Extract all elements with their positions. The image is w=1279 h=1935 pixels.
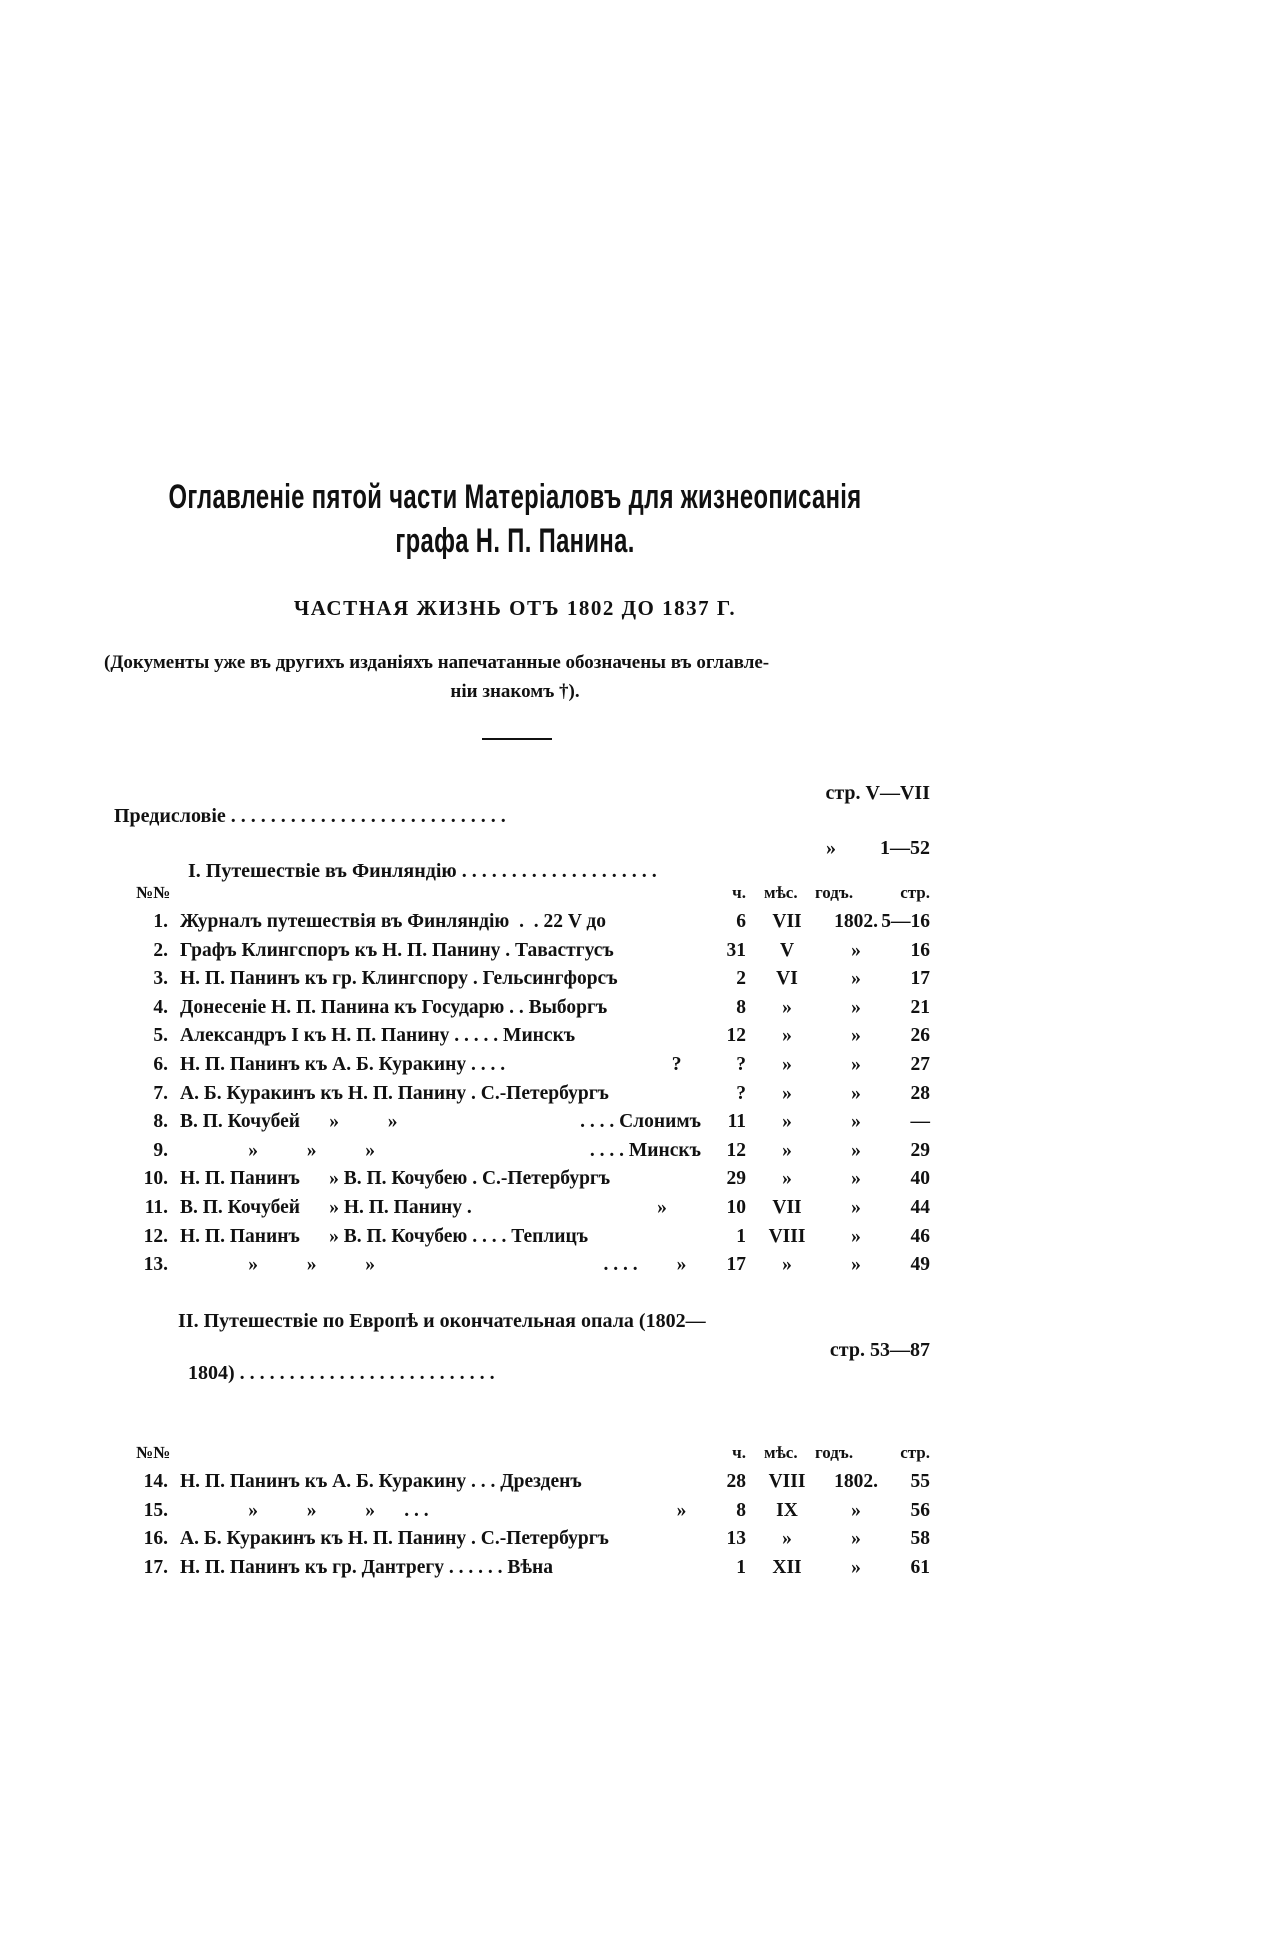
toc-row[interactable]: [0, 940, 1279, 968]
row-month: V: [779, 939, 795, 961]
leader-dots: . . . . . . . . . . . . . . . . . . . .: [456, 860, 657, 882]
section-1-ditto: »: [826, 837, 836, 859]
row-title: Н. П. Панинъ къ гр. Дантрегу . . . . . . Вѣна: [180, 1556, 554, 1578]
row-month: »: [782, 1054, 792, 1075]
row-page: 55: [910, 1471, 930, 1492]
toc-entry-preface[interactable]: [104, 782, 930, 828]
row-number: 8.: [153, 1111, 168, 1133]
section-1-pages: 1—52: [880, 837, 930, 859]
row-day: ?: [736, 1054, 746, 1075]
row-day: 28: [726, 1471, 746, 1492]
col-day: ч.: [732, 1443, 746, 1462]
section-2-label-line-2: 1804): [188, 1362, 235, 1384]
row-month: XII: [772, 1556, 802, 1578]
row-year: »: [851, 1499, 861, 1521]
toc-row[interactable]: [0, 968, 1279, 996]
row-month: IX: [776, 1499, 798, 1521]
row-month: VII: [772, 911, 802, 932]
row-month: VIII: [768, 1471, 806, 1492]
row-number: 16.: [143, 1528, 168, 1550]
toc-row[interactable]: [0, 1054, 1279, 1082]
row-month: VI: [776, 968, 798, 990]
row-number: 12.: [143, 1225, 168, 1247]
row-number: 13.: [143, 1254, 168, 1276]
row-year: »: [851, 1139, 861, 1161]
row-place: »: [657, 1197, 701, 1218]
row-year: »: [851, 996, 861, 1018]
row-number: 10.: [143, 1168, 168, 1190]
col-page: стр.: [900, 1443, 930, 1462]
row-month: VIII: [768, 1225, 806, 1247]
section-2-label-line-1: II. Путешествіе по Европѣ и окончательная опала (1802—: [178, 1310, 706, 1332]
page-subtitle: ЧАСТНАЯ ЖИЗНЬ ОТЪ 1802 ДО 1837 Г.: [293, 596, 737, 620]
row-page: 61: [910, 1556, 930, 1578]
leader-dots: . . . . . . . . . . . . . . . . . . . . . . . . . .: [234, 1362, 495, 1384]
row-number: 3.: [153, 968, 168, 990]
row-day: 11: [727, 1111, 746, 1133]
toc-row[interactable]: [0, 997, 1279, 1025]
row-year: »: [851, 1168, 861, 1190]
row-number: 5.: [153, 1025, 168, 1047]
row-month: »: [782, 1528, 792, 1550]
row-title: Графъ Клингспоръ къ Н. П. Панину . Тавастгусъ: [180, 939, 614, 961]
row-title: Журналъ путешествія въ Финляндію . . 22 V до: [180, 911, 607, 932]
row-title: Н. П. Панинъ къ А. Б. Куракину . . . Дрезденъ: [180, 1471, 582, 1492]
row-day: 8: [736, 996, 746, 1018]
row-day: 6: [736, 911, 746, 932]
page-title-line-1: Оглавленіе пятой части Матеріаловъ для жизнеописанія: [168, 478, 862, 516]
row-month: »: [782, 1254, 792, 1276]
toc-row[interactable]: [0, 1140, 1279, 1168]
row-month: VII: [772, 1197, 802, 1218]
row-page: 16: [910, 939, 930, 961]
row-title: » » »: [180, 1254, 375, 1276]
row-number: 11.: [144, 1197, 168, 1218]
row-year: »: [851, 1254, 861, 1276]
row-year: »: [851, 1054, 861, 1075]
row-place: . . . . Слонимъ: [580, 1111, 701, 1133]
row-title: А. Б. Куракинъ къ Н. П. Панину . С.-Петербургъ: [180, 1082, 609, 1104]
note-line-1: (Документы уже въ другихъ изданіяхъ напечатанные обозначены въ оглавле-: [104, 652, 770, 673]
row-page: —: [910, 1111, 930, 1133]
row-day: 8: [736, 1499, 746, 1521]
row-page: 29: [910, 1139, 930, 1161]
note-line-2: ніи знакомъ †).: [450, 681, 580, 702]
preface-label: Предисловіе: [114, 805, 226, 827]
toc-row[interactable]: [0, 1471, 1279, 1499]
row-number: 15.: [143, 1499, 168, 1521]
row-page: 27: [910, 1054, 930, 1075]
row-number: 1.: [153, 911, 168, 932]
row-page: 56: [910, 1499, 930, 1521]
row-number: 7.: [153, 1082, 168, 1104]
toc-row[interactable]: [0, 1197, 1279, 1225]
row-page: 58: [910, 1528, 930, 1550]
row-page: 46: [910, 1225, 930, 1247]
row-number: 14.: [143, 1471, 168, 1492]
row-title: В. П. Кочубей » »: [180, 1111, 398, 1133]
col-year: годъ.: [815, 1443, 854, 1462]
row-month: »: [782, 1139, 792, 1161]
toc-row[interactable]: [0, 1528, 1279, 1556]
toc-row[interactable]: [0, 1557, 1279, 1585]
toc-row[interactable]: [0, 1025, 1279, 1053]
col-num: №№: [136, 1443, 171, 1462]
row-place: . . . . Минскъ: [589, 1139, 701, 1161]
row-number: 2.: [153, 939, 168, 961]
row-title: Н. П. Панинъ » В. П. Кочубею . С.-Петербургъ: [180, 1168, 611, 1190]
row-year: »: [851, 1556, 861, 1578]
row-title: » » » . . .: [180, 1499, 429, 1521]
toc-row[interactable]: [0, 1500, 1279, 1528]
row-day: 10: [726, 1197, 746, 1218]
row-place: »: [676, 1499, 701, 1521]
row-year: 1802.: [834, 911, 878, 932]
toc-row[interactable]: [0, 1083, 1279, 1111]
leader-dots: . . . . . . . . . . . . . . . . . . . . . . . . . . . .: [225, 805, 506, 827]
row-page: 40: [910, 1168, 930, 1190]
row-page: 44: [910, 1197, 930, 1218]
row-title: А. Б. Куракинъ къ Н. П. Панину . С.-Петербургъ: [180, 1528, 609, 1550]
row-year: »: [851, 968, 861, 990]
col-day: ч.: [732, 883, 746, 902]
row-place: . . . . »: [603, 1254, 701, 1276]
row-title: » » »: [180, 1139, 375, 1161]
row-page: 21: [910, 996, 930, 1018]
row-title: Н. П. Панинъ къ гр. Клингспору . Гельсингфорсъ: [180, 968, 618, 990]
row-day: 13: [726, 1528, 746, 1550]
page-title-line-2: графа Н. П. Панина.: [395, 522, 635, 560]
row-title: Н. П. Панинъ къ А. Б. Куракину . . . .: [180, 1054, 506, 1075]
row-day: 31: [726, 939, 746, 961]
row-year: »: [851, 939, 861, 961]
row-title: Донесеніе Н. П. Панина къ Государю . . Выборгъ: [180, 996, 608, 1018]
col-num: №№: [136, 883, 171, 902]
toc-row[interactable]: [0, 911, 1279, 939]
preface-pages: стр. V—VII: [819, 782, 930, 805]
toc-entry-section-2[interactable]: [178, 1339, 798, 1385]
row-day: 2: [736, 968, 746, 990]
section-1-label: I. Путешествіе въ Финляндію: [188, 860, 457, 882]
row-number: 6.: [153, 1054, 168, 1075]
toc-entry-section-1[interactable]: [178, 837, 818, 883]
col-year: годъ.: [815, 883, 854, 902]
divider-rule: [482, 738, 552, 740]
row-page: 5—16: [881, 911, 930, 932]
row-day: 1: [736, 1556, 746, 1578]
row-year: »: [851, 1025, 861, 1047]
row-year: 1802.: [834, 1471, 878, 1492]
row-title: Н. П. Панинъ » В. П. Кочубею . . . . Теплицъ: [180, 1225, 589, 1247]
row-year: »: [851, 1225, 861, 1247]
row-year: »: [851, 1197, 861, 1218]
row-month: »: [782, 1082, 792, 1104]
row-page: 26: [910, 1025, 930, 1047]
col-month: мѣс.: [764, 1443, 798, 1462]
row-year: »: [851, 1082, 861, 1104]
row-number: 4.: [153, 996, 168, 1018]
row-year: »: [851, 1528, 861, 1550]
section-2-pages: стр. 53—87: [829, 1339, 930, 1361]
row-year: »: [851, 1111, 861, 1133]
toc-row[interactable]: [0, 1111, 1279, 1139]
col-month: мѣс.: [764, 883, 798, 902]
row-number: 9.: [153, 1139, 168, 1161]
row-page: 17: [910, 968, 930, 990]
toc-row[interactable]: [0, 1226, 1279, 1254]
row-title: Александръ I къ Н. П. Панину . . . . . Минскъ: [180, 1025, 576, 1047]
row-title: В. П. Кочубей » Н. П. Панину .: [180, 1197, 472, 1218]
row-month: »: [782, 1168, 792, 1190]
row-place: ?: [671, 1054, 701, 1075]
row-day: 12: [726, 1025, 746, 1047]
col-page: стр.: [900, 883, 930, 902]
row-month: »: [782, 996, 792, 1018]
row-day: ?: [736, 1082, 746, 1104]
row-month: »: [782, 1111, 792, 1133]
toc-row[interactable]: [0, 1168, 1279, 1196]
row-day: 12: [726, 1139, 746, 1161]
toc-row[interactable]: [0, 1254, 1279, 1282]
row-month: »: [782, 1025, 792, 1047]
row-day: 1: [736, 1225, 746, 1247]
row-day: 17: [726, 1254, 746, 1276]
row-number: 17.: [143, 1556, 168, 1578]
row-day: 29: [726, 1168, 746, 1190]
row-page: 49: [910, 1254, 930, 1276]
row-page: 28: [910, 1082, 930, 1104]
